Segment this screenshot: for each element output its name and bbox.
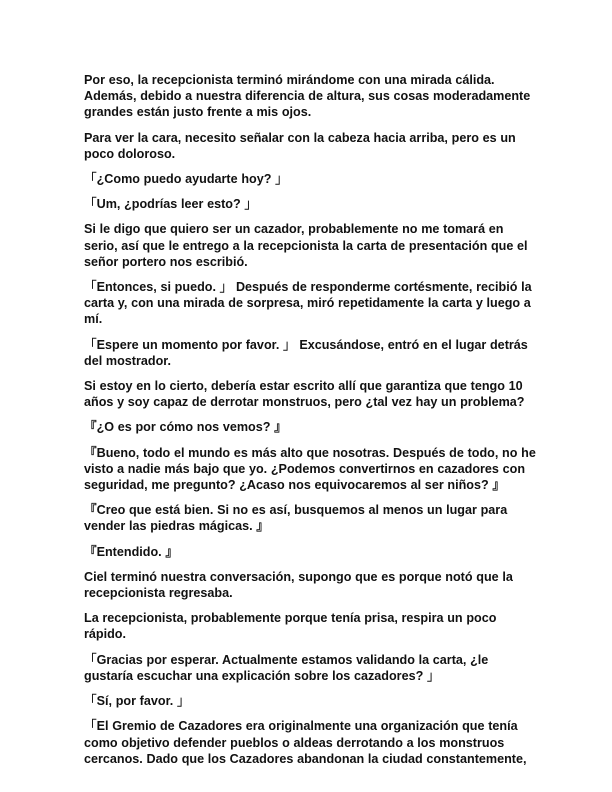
dialogue-line: 「¿Como puedo ayudarte hoy? 」 bbox=[84, 172, 288, 187]
dialogue-line: 「Sí, por favor. 」 bbox=[84, 694, 190, 709]
paragraph: Por eso, la recepcionista terminó mirándome con una mirada cálida. Además, debido a nuestra diferencia de altura, sus cosas moderadamente grandes están justo frente a mis ojos. bbox=[84, 73, 531, 120]
dialogue-line: 「Um, ¿podrías leer esto? 」 bbox=[84, 197, 257, 212]
telepathic-line: 『Creo que está bien. Si no es así, busquemos al menos un lugar para vender las piedras mágicas. 』 bbox=[84, 503, 508, 534]
dialogue-line: 「Entonces, si puedo. 」 Después de responderme cortésmente, recibió la carta y, con una mirada de sorpresa, miró repetidamente la carta y luego a mí. bbox=[84, 280, 532, 327]
paragraph: Si le digo que quiero ser un cazador, probablemente no me tomará en serio, así que le entrego a la recepcionista la carta de presentación que el señor portero nos escribió. bbox=[84, 222, 528, 269]
paragraph: La recepcionista, probablemente porque tenía prisa, respira un poco rápido. bbox=[84, 611, 497, 642]
dialogue-line: 「El Gremio de Cazadores era originalmente una organización que tenía como objetivo defender pueblos o aldeas derrotando a los monstruos cercanos. Dado que los Cazadores abandonan la ciudad constantemente, bbox=[84, 719, 527, 766]
dialogue-line: 「Gracias por esperar. Actualmente estamos validando la carta, ¿le gustaría escuchar una explicación sobre los cazadores? 」 bbox=[84, 652, 489, 683]
paragraph: Para ver la cara, necesito señalar con la cabeza hacia arriba, pero es un poco doloroso. bbox=[84, 130, 516, 161]
document-body bbox=[84, 72, 536, 776]
dialogue-line: 「Espere un momento por favor. 」 Excusándose, entró en el lugar detrás del mostrador. bbox=[84, 337, 528, 368]
telepathic-line: 『¿O es por cómo nos vemos? 』 bbox=[84, 420, 287, 435]
telepathic-line: 『Bueno, todo el mundo es más alto que nosotras. Después de todo, no he visto a nadie más bajo que yo. ¿Podemos convertirnos en cazadores con seguridad, me pregunto? ¿Acaso nos equivocaremos al ser niños? 』 bbox=[84, 445, 536, 493]
paragraph: Si estoy en lo cierto, debería estar escrito allí que garantiza que tengo 10 años y soy capaz de derrotar monstruos, pero ¿tal vez hay un problema? bbox=[84, 379, 525, 410]
paragraph: Ciel terminó nuestra conversación, supongo que es porque notó que la recepcionista regresaba. bbox=[84, 569, 513, 601]
telepathic-line: 『Entendido. 』 bbox=[84, 544, 178, 559]
